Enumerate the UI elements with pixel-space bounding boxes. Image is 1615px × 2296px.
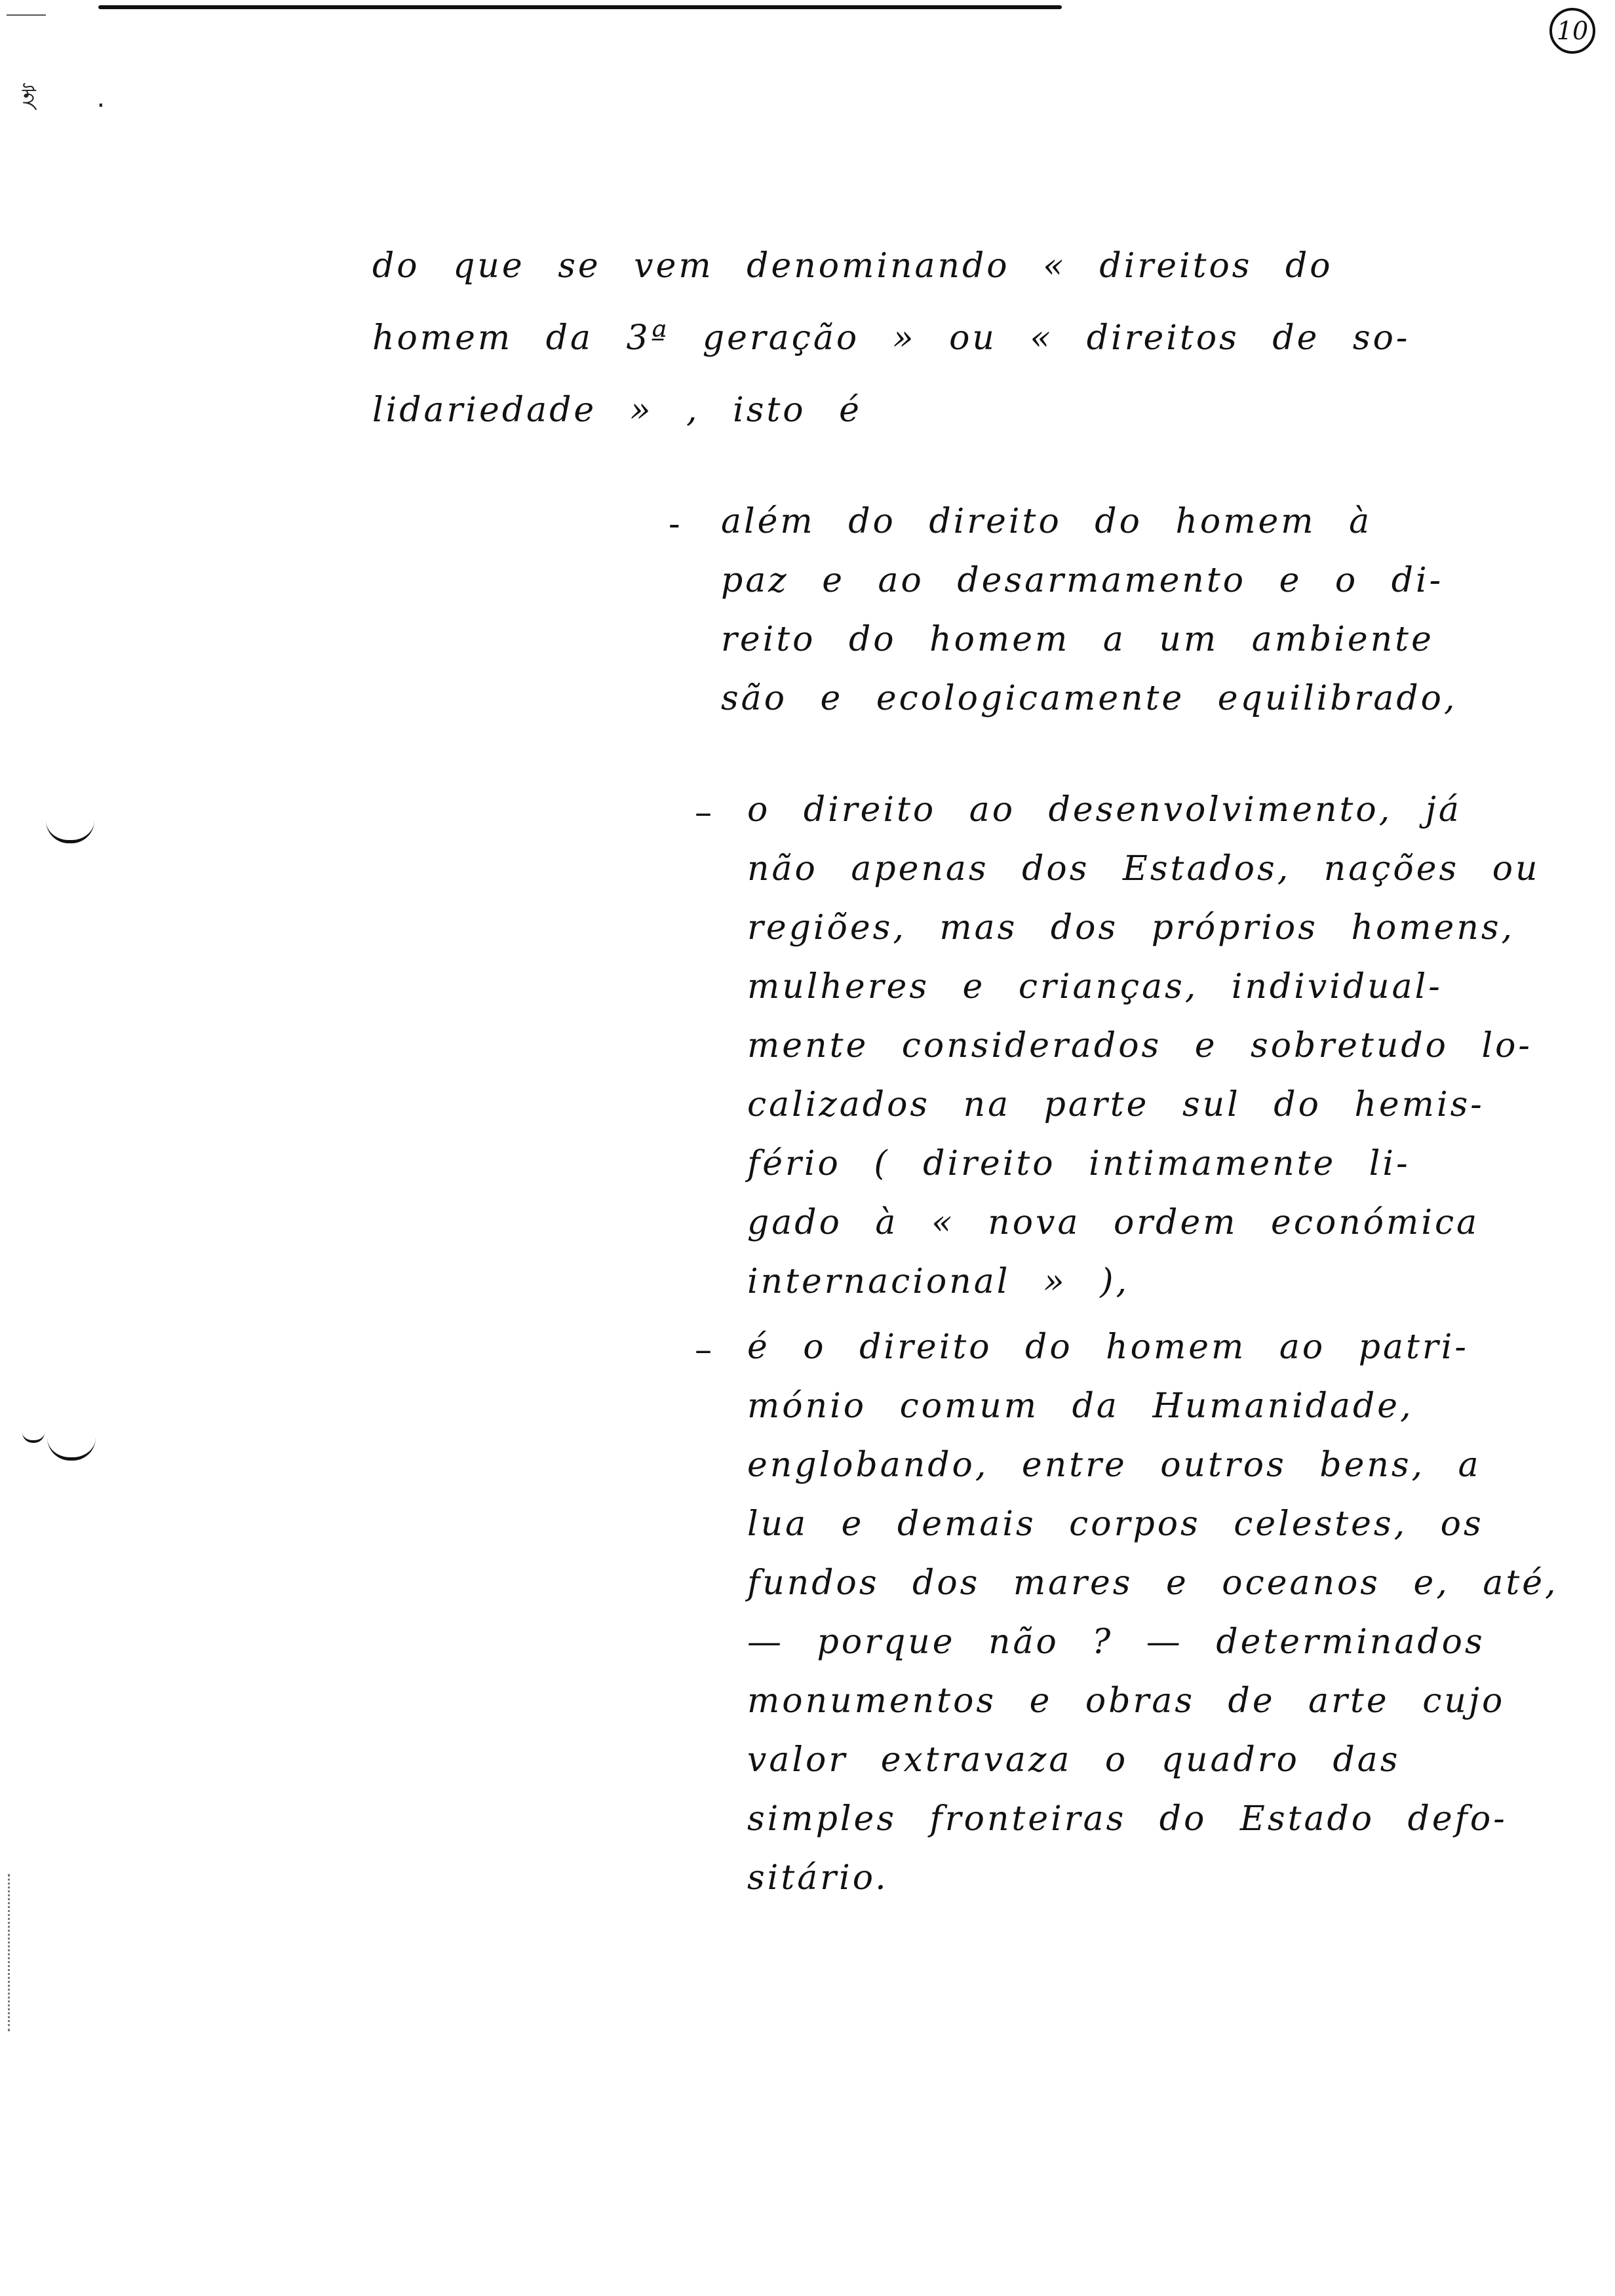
bullet-line: calizados na parte sul do hemis-: [747, 1085, 1485, 1124]
bullet-dash: –: [695, 1330, 712, 1369]
bullet-line: mónio comum da Humanidade,: [747, 1387, 1414, 1426]
bullet-line: paz e ao desarmamento e o di-: [721, 561, 1444, 600]
bullet-line: é o direito do homem ao patri-: [747, 1328, 1469, 1367]
intro-line: do que se vem denominando « direitos do: [372, 246, 1333, 286]
bullet-line: fundos dos mares e oceanos e, até,: [747, 1563, 1559, 1603]
margin-check-mark: [47, 1438, 96, 1461]
bullet-line: mente considerados e sobretudo lo-: [747, 1026, 1532, 1065]
bullet-line: além do direito do homem à: [721, 502, 1372, 541]
bullet-line: regiões, mas dos próprios homens,: [747, 908, 1515, 947]
bullet-dash: –: [695, 793, 712, 832]
intro-line: homem da 3ª geração » ou « direitos de so-: [372, 318, 1411, 358]
bullet-line: o direito ao desenvolvimento, já: [747, 790, 1462, 830]
bullet-line: lua e demais corpos celestes, os: [747, 1504, 1484, 1544]
bullet-line: valor extravaza o quadro das: [747, 1740, 1401, 1780]
bullet-line: simples fronteiras do Estado defo-: [747, 1799, 1508, 1839]
margin-check-mark: [46, 820, 94, 843]
bullet-line: são e ecologicamente equilibrado,: [721, 679, 1458, 718]
page-number: [1549, 8, 1595, 54]
bullet-line: não apenas dos Estados, nações ou: [747, 849, 1540, 889]
bullet-line: monumentos e obras de arte cujo: [747, 1681, 1506, 1721]
scan-top-rule: [98, 5, 1062, 9]
bullet-line: sitário.: [747, 1858, 889, 1898]
intro-line: lidariedade » , isto é: [372, 391, 862, 430]
bullet-line: — porque não ? — determinados: [747, 1622, 1485, 1662]
bullet-line: fério ( direito intimamente li-: [747, 1144, 1411, 1183]
page-number-text: 10: [1556, 16, 1589, 45]
bullet-line: reito do homem a um ambiente: [721, 620, 1434, 659]
bullet-dash: -: [669, 505, 680, 544]
bullet-line: internacional » ),: [747, 1262, 1130, 1301]
bullet-line: gado à « nova ordem económica: [747, 1203, 1480, 1242]
scan-dots: [8, 1874, 12, 2031]
bullet-line: mulheres e crianças, individual-: [747, 967, 1443, 1006]
margin-check-mark-lead: [22, 1432, 45, 1443]
scan-edge-line: [7, 14, 46, 16]
bullet-line: englobando, entre outros bens, a: [747, 1445, 1481, 1485]
corner-mark: ই .: [22, 83, 132, 113]
